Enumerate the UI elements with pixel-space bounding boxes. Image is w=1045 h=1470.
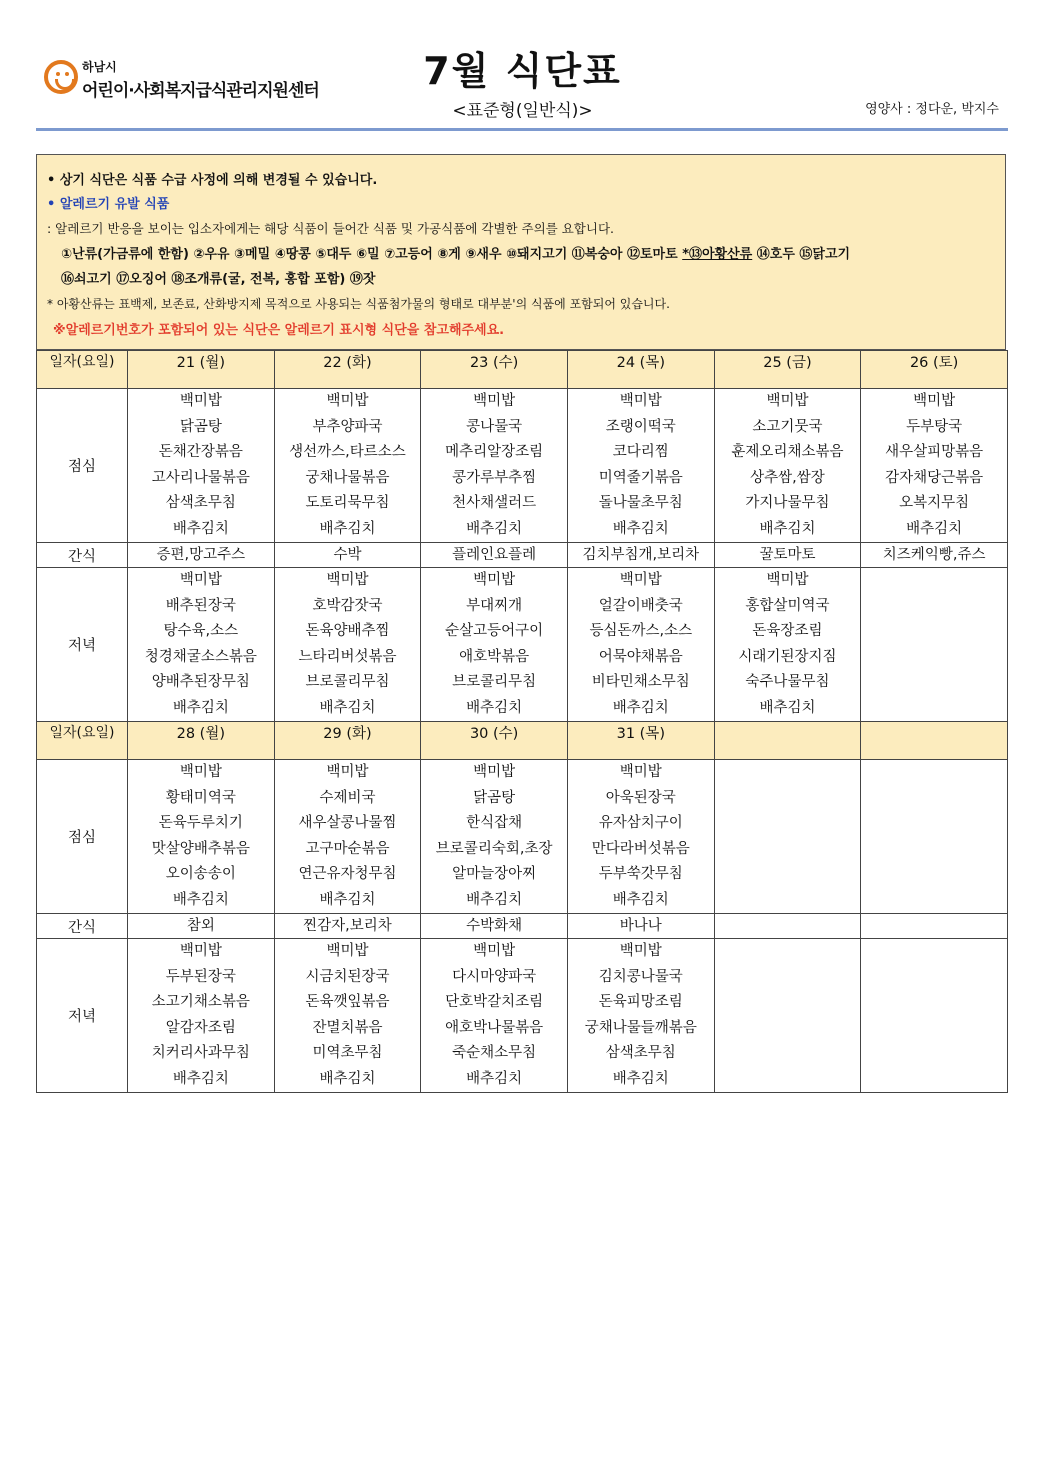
snack-label: 간식 (37, 543, 128, 568)
menu-item: 백미밥 (179, 393, 222, 409)
menu-item (861, 862, 1007, 888)
lunch-cell (714, 389, 861, 543)
menu-item: 백미밥 (326, 943, 369, 959)
dinner-cell (567, 568, 714, 722)
menu-item: 배추김치 (466, 699, 523, 716)
menu-item (715, 990, 861, 1016)
notice-allergen-list-2: ⑯쇠고기 ⑰오징어 ⑱조개류(굴, 전복, 홍합 포함) ⑲잣 (61, 272, 376, 287)
menu-item: 잔멸치볶음 (312, 1019, 383, 1036)
menu-item: 등심돈까스,소스 (589, 623, 693, 639)
menu-item: 애호박나물볶음 (445, 1019, 544, 1036)
menu-item (715, 760, 861, 786)
dinner-label: 저녁 (37, 568, 128, 722)
menu-item (715, 939, 861, 965)
allergen-sulfite: *⑬아황산류 (682, 247, 753, 262)
menu-item: 돌나물초무침 (598, 495, 683, 511)
snack-cell: 바나나 (567, 914, 714, 939)
dinner-cell (421, 939, 568, 1093)
menu-item: 새우살콩나물찜 (298, 815, 397, 831)
day-header: 28 (월) (128, 722, 275, 760)
dinner-cell (274, 939, 421, 1093)
menu-item: 시래기된장지짐 (738, 648, 837, 665)
snack-cell: 참외 (128, 914, 275, 939)
day-header: 23 (수) (421, 351, 568, 389)
menu-item (715, 1067, 861, 1093)
menu-item: 소고기뭇국 (752, 418, 823, 435)
menu-item: 궁채나물볶음 (305, 469, 390, 486)
notice-line-allergy-heading: • 알레르기 유발 식품 (47, 197, 170, 212)
menu-item: 백미밥 (326, 572, 369, 588)
snack-cell: 김치부침개,보리차 (567, 543, 714, 568)
menu-item: 백미밥 (473, 943, 516, 959)
menu-item: 죽순채소무침 (452, 1045, 537, 1061)
date-header-label: 일자(요일) (37, 351, 128, 389)
menu-item (861, 1041, 1007, 1067)
lunch-cell (714, 760, 861, 914)
meal-table (36, 350, 1008, 1093)
menu-item (715, 862, 861, 888)
menu-item: 돈육두루치기 (158, 815, 243, 831)
notice-box (36, 154, 1006, 350)
menu-item (861, 619, 1007, 645)
menu-item (861, 965, 1007, 991)
menu-item: 오복지무침 (899, 495, 970, 511)
day-header: 25 (금) (714, 351, 861, 389)
menu-item: 새우살피망볶음 (885, 444, 984, 460)
lunch-cell (128, 389, 275, 543)
menu-item: 유자삼치구이 (598, 815, 683, 831)
lunch-cell (274, 389, 421, 543)
snack-cell: 플레인요플레 (421, 543, 568, 568)
menu-item (861, 990, 1007, 1016)
menu-item: 두부된장국 (165, 968, 236, 985)
menu-item: 백미밥 (913, 393, 956, 409)
menu-item: 만다라버섯볶음 (591, 840, 690, 857)
menu-item: 미역초무침 (312, 1045, 383, 1061)
menu-item: 소고기채소볶음 (151, 994, 250, 1010)
menu-item (861, 837, 1007, 863)
menu-item: 코다리찜 (612, 444, 669, 460)
dinner-cell (128, 939, 275, 1093)
lunch-cell (567, 389, 714, 543)
menu-item: 느타리버섯볶음 (298, 648, 397, 665)
notice-line-change: • 상기 식단은 식품 수급 사정에 의해 변경될 수 있습니다. (47, 173, 378, 188)
menu-item (715, 786, 861, 812)
snack-label: 간식 (37, 914, 128, 939)
menu-item: 알마늘장아찌 (452, 866, 537, 882)
lunch-cell (421, 760, 568, 914)
menu-item: 배추김치 (319, 891, 376, 908)
menu-item: 아욱된장국 (605, 789, 676, 806)
menu-item: 천사채샐러드 (452, 495, 537, 511)
allergen-list-part: ①난류(가금류에 한함) ②우유 ③메밀 ④땅콩 ⑤대두 ⑥밀 ⑦고등어 ⑧게 ⑨새우 ⑩돼지고기 ⑪복숭아 ⑫토마토 (61, 247, 683, 262)
menu-item: 배추김치 (172, 520, 229, 537)
menu-item: 한식잡채 (466, 815, 523, 831)
menu-item: 닭곰탕 (179, 418, 222, 435)
menu-item: 수제비국 (319, 789, 376, 806)
menu-item: 치커리사과무침 (151, 1045, 250, 1061)
snack-row (37, 543, 1008, 568)
menu-item (861, 760, 1007, 786)
dinner-cell (421, 568, 568, 722)
menu-item: 배추김치 (612, 699, 669, 716)
menu-item (861, 888, 1007, 914)
snack-cell: 증편,망고주스 (128, 543, 275, 568)
day-header: 31 (목) (567, 722, 714, 760)
day-header: 21 (월) (128, 351, 275, 389)
day-header: 26 (토) (861, 351, 1008, 389)
menu-item (861, 811, 1007, 837)
snack-row (37, 914, 1008, 939)
menu-item: 고사리나물볶음 (151, 469, 250, 486)
menu-item: 오이송송이 (165, 866, 236, 882)
menu-item (715, 965, 861, 991)
lunch-cell (421, 389, 568, 543)
menu-item: 배추김치 (906, 520, 963, 537)
lunch-row (37, 760, 1008, 914)
menu-item: 연근유자청무침 (298, 866, 397, 882)
snack-cell: 찐감자,보리차 (274, 914, 421, 939)
menu-item: 백미밥 (179, 943, 222, 959)
menu-item: 배추김치 (612, 520, 669, 537)
menu-item: 백미밥 (619, 764, 662, 780)
lunch-cell (128, 760, 275, 914)
menu-item: 얼갈이배춧국 (598, 597, 683, 614)
menu-item: 백미밥 (619, 393, 662, 409)
menu-item: 시금치된장국 (305, 968, 390, 985)
date-header-row (37, 351, 1008, 389)
menu-item (861, 939, 1007, 965)
menu-item: 맛살양배추볶음 (151, 840, 250, 857)
menu-item: 배추김치 (319, 1070, 376, 1087)
menu-item: 비타민채소무침 (591, 674, 690, 690)
menu-item: 상추쌈,쌈장 (750, 469, 825, 486)
day-header (714, 722, 861, 760)
snack-cell: 치즈케익빵,쥬스 (861, 543, 1008, 568)
menu-item: 단호박갈치조림 (445, 994, 544, 1010)
menu-item: 훈제오리채소볶음 (731, 444, 844, 460)
lunch-cell (567, 760, 714, 914)
menu-item: 순살고등어구이 (445, 623, 544, 639)
menu-item: 어묵야채볶음 (598, 648, 683, 665)
menu-item: 백미밥 (473, 393, 516, 409)
dinner-cell (274, 568, 421, 722)
menu-item: 메추리알장조림 (445, 444, 544, 460)
snack-cell: 꿀토마토 (714, 543, 861, 568)
page-title: 7월 식단표 (423, 49, 622, 93)
menu-item: 배추김치 (466, 1070, 523, 1087)
dinner-cell (861, 939, 1008, 1093)
menu-item (715, 888, 861, 914)
lunch-cell (861, 760, 1008, 914)
menu-item: 부추양파국 (312, 418, 383, 435)
date-header-row (37, 722, 1008, 760)
menu-item: 브로콜리무침 (452, 674, 537, 690)
menu-item: 백미밥 (326, 764, 369, 780)
menu-item: 두부쑥갓무침 (598, 866, 683, 882)
menu-item: 배추김치 (172, 891, 229, 908)
menu-item: 황태미역국 (165, 789, 236, 806)
menu-item: 알감자조림 (165, 1019, 236, 1036)
menu-item: 배추된장국 (165, 597, 236, 614)
menu-item: 다시마양파국 (452, 968, 537, 985)
menu-item (715, 837, 861, 863)
menu-item: 조랭이떡국 (605, 418, 676, 435)
menu-item: 돈육피망조림 (598, 994, 683, 1010)
menu-item: 애호박볶음 (459, 648, 530, 665)
day-header: 22 (화) (274, 351, 421, 389)
menu-item: 돈육양배추찜 (305, 623, 390, 639)
menu-item: 콩가루부추찜 (452, 469, 537, 486)
menu-item: 청경채굴소스볶음 (144, 648, 257, 665)
dinner-cell (714, 939, 861, 1093)
menu-item: 콩나물국 (466, 418, 523, 435)
menu-item: 삼색초무침 (605, 1045, 676, 1061)
dinner-row (37, 939, 1008, 1093)
logo-center-name: 어린이·사회복지급식관리지원센터 (82, 81, 319, 101)
menu-item: 가지나물무침 (745, 495, 830, 511)
notice-allergy-menu-ref: ※알레르기번호가 포함되어 있는 식단은 알레르기 표시형 식단을 참고해주세요. (53, 323, 505, 338)
snack-cell: 수박 (274, 543, 421, 568)
notice-line-allergy-caution: : 알레르기 반응을 보이는 입소자에게는 해당 식품이 들어간 식품 및 가공식품에 각별한 주의를 요합니다. (47, 221, 614, 236)
menu-item: 궁채나물들깨볶음 (584, 1019, 697, 1036)
menu-item: 돈육깻잎볶음 (305, 994, 390, 1010)
menu-item: 백미밥 (179, 764, 222, 780)
menu-item (861, 670, 1007, 696)
menu-item: 두부탕국 (906, 418, 963, 435)
lunch-label: 점심 (37, 389, 128, 543)
menu-item: 양배추된장무침 (151, 674, 250, 690)
menu-item (861, 568, 1007, 594)
menu-item: 숙주나물무침 (745, 674, 830, 690)
menu-item: 탕수육,소스 (163, 623, 239, 639)
dinner-cell (861, 568, 1008, 722)
page-subtitle: <표준형(일반식)> (452, 101, 593, 121)
menu-item: 백미밥 (766, 393, 809, 409)
menu-item (715, 1041, 861, 1067)
menu-item: 배추김치 (612, 891, 669, 908)
notice-allergen-list-1 (61, 243, 850, 262)
lunch-cell (861, 389, 1008, 543)
day-header: 30 (수) (421, 722, 568, 760)
menu-item (861, 594, 1007, 620)
menu-item (861, 1067, 1007, 1093)
snack-cell (861, 914, 1008, 939)
notice-sulfite-footnote: * 아황산류는 표백제, 보존료, 산화방지제 목적으로 사용되는 식품첨가물의 형태로 대부분'의 식품에 포함되어 있습니다. (47, 297, 670, 311)
menu-item: 배추김치 (319, 520, 376, 537)
menu-item: 홍합살미역국 (745, 597, 830, 614)
lunch-label: 점심 (37, 760, 128, 914)
menu-item: 돈육장조림 (752, 623, 823, 639)
menu-item: 백미밥 (326, 393, 369, 409)
menu-item: 돈채간장볶음 (158, 444, 243, 460)
menu-item: 배추김치 (612, 1070, 669, 1087)
menu-item: 생선까스,타르소스 (289, 444, 406, 460)
snack-cell: 수박화채 (421, 914, 568, 939)
menu-item: 호박감잣국 (312, 597, 383, 614)
day-header: 24 (목) (567, 351, 714, 389)
menu-item: 배추김치 (466, 891, 523, 908)
menu-item: 감자채당근볶음 (885, 469, 984, 486)
menu-item (715, 1016, 861, 1042)
menu-item: 김치콩나물국 (598, 968, 683, 985)
header-divider (36, 128, 1008, 131)
menu-item: 고구마순볶음 (305, 840, 390, 857)
menu-item: 닭곰탕 (473, 789, 516, 806)
menu-item: 백미밥 (619, 572, 662, 588)
logo-city: 하남시 (82, 60, 117, 74)
menu-item (861, 786, 1007, 812)
menu-item: 부대찌개 (466, 597, 523, 614)
menu-item (715, 811, 861, 837)
dinner-row (37, 568, 1008, 722)
dinner-cell (714, 568, 861, 722)
day-header (861, 722, 1008, 760)
dietitian-credit: 영양사 : 정다운, 박지수 (865, 102, 999, 117)
menu-item (861, 1016, 1007, 1042)
menu-item (861, 645, 1007, 671)
menu-item: 미역줄기볶음 (598, 469, 683, 486)
menu-item: 백미밥 (766, 572, 809, 588)
menu-item: 삼색초무침 (165, 495, 236, 511)
menu-item: 브로콜리무침 (305, 674, 390, 690)
allergen-list-part: ⑭호두 ⑮닭고기 (752, 247, 851, 262)
snack-cell (714, 914, 861, 939)
menu-item: 배추김치 (172, 1070, 229, 1087)
dinner-cell (567, 939, 714, 1093)
date-header-label: 일자(요일) (37, 722, 128, 760)
menu-item: 배추김치 (319, 699, 376, 716)
menu-item: 브로콜리숙회,초장 (435, 840, 553, 857)
menu-item: 배추김치 (759, 520, 816, 537)
lunch-row (37, 389, 1008, 543)
menu-item: 백미밥 (473, 764, 516, 780)
menu-item: 도토리묵무침 (305, 495, 390, 511)
menu-item (861, 696, 1007, 722)
menu-item: 백미밥 (473, 572, 516, 588)
day-header: 29 (화) (274, 722, 421, 760)
menu-item: 배추김치 (172, 699, 229, 716)
dinner-label: 저녁 (37, 939, 128, 1093)
lunch-cell (274, 760, 421, 914)
dinner-cell (128, 568, 275, 722)
menu-item: 배추김치 (466, 520, 523, 537)
menu-item: 백미밥 (179, 572, 222, 588)
menu-item: 백미밥 (619, 943, 662, 959)
menu-item: 배추김치 (759, 699, 816, 716)
